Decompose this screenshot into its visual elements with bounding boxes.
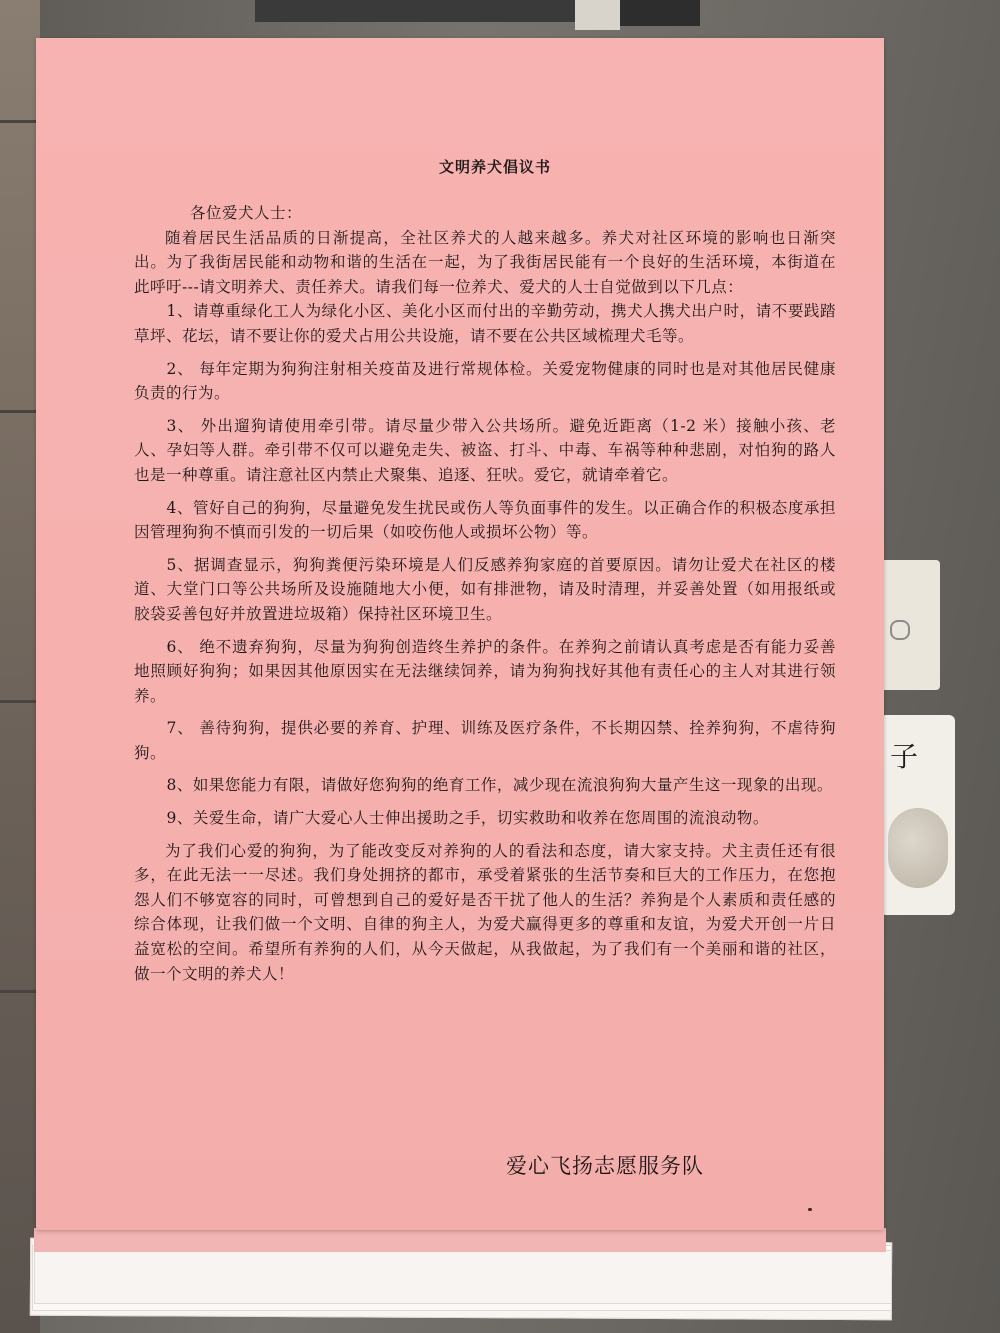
list-item: 5、据调查显示，狗狗粪便污染环境是人们反感养狗家庭的首要原因。请勿让爱犬在社区的楼道、大堂门口等公共场所及设施随地大小便，如有排泄物，请及时清理，并妥善处置（如用报纸或胶袋妥善包好并放置进垃圾箱）保持社区环境卫生。 <box>134 555 836 623</box>
closing-paragraph: 为了我们心爱的狗狗，为了能改变反对养狗的人的看法和态度，请大家支持。犬主责任还有很多，在此无法一一尽述。我们身处拥挤的都市，承受着紧张的生活节奏和巨大的工作压力，在您抱怨人们不够宽容的同时，可曾想到自己的爱好是否干扰了他人的生活？养狗是个人素质和责任感的综合体现，让我们做一个文明、自律的狗主人，为爱犬赢得更多的尊重和友谊，为爱犬开创一片日益宽松的空间。希望所有养狗的人们，从今天做起，从我做起，为了我们有一个美丽和谐的社区，做一个文明的养犬人！ <box>134 841 836 983</box>
floor-tiles <box>0 0 40 1333</box>
salutation: 各位爱犬人士： <box>190 204 303 222</box>
paper-stack-sheet <box>34 1228 886 1252</box>
list-item: 7、 善待狗狗，提供必要的养育、护理、训练及医疗条件，不长期囚禁、拴养狗狗，不虐待狗狗。 <box>134 719 836 762</box>
background-object <box>255 0 575 22</box>
paper-stack-sheet <box>34 1250 892 1304</box>
ink-speck <box>808 1208 812 1211</box>
list-item: 1、请尊重绿化工人为绿化小区、美化小区而付出的辛勤劳动，携犬人携犬出户时，请不要践踏草坪、花坛，请不要让你的爱犬占用公共设施，请不要在公共区域梳理犬毛等。 <box>134 302 836 345</box>
list-item: 6、 绝不遗弃狗狗，尽量为狗狗创造终生养护的条件。在养狗之前请认真考虑是否有能力妥善地照顾好狗狗；如果因其他原因实在无法继续饲养，请为狗狗找好其他有责任心的主人对其进行领养。 <box>134 637 836 705</box>
document-title: 文明养犬倡议书 <box>438 158 551 176</box>
list-item: 2、 每年定期为狗狗注射相关疫苗及进行常规体检。关爱宠物健康的同时也是对其他居民健康负责的行为。 <box>134 359 836 403</box>
background-object <box>575 0 620 30</box>
list-item: 8、如果您能力有限，请做好您狗狗的绝育工作，减少现在流浪狗狗大量产生这一现象的出现。 <box>166 776 833 795</box>
background-card-mark <box>890 620 910 640</box>
list-item: 3、 外出遛狗请使用牵引带。请尽量少带入公共场所。避免近距离（1-2 米）接触小孩、老人、孕妇等人群。牵引带不仅可以避免走失、被盗、打斗、中毒、车祸等种种悲剧，对怕狗的路人也是一种尊重。请注意社区内禁止犬聚集、追逐、狂吠。爱它，就请牵着它。 <box>134 416 836 484</box>
document-body <box>134 201 836 986</box>
list-item: 4、管好自己的狗狗，尽量避免发生扰民或伤人等负面事件的发生。以正确合作的积极态度承担因管理狗狗不慎而引发的一切后果（如咬伤他人或损坏公物）等。 <box>134 498 836 542</box>
background-coin <box>888 808 948 888</box>
document-page <box>36 38 884 1230</box>
background-card <box>880 560 940 690</box>
list-item: 9、关爱生命，请广大爱心人士伸出援助之手，切实救助和收养在您周围的流浪动物。 <box>166 809 769 828</box>
intro-paragraph: 随着居民生活品质的日渐提高，全社区养犬的人越来越多。养犬对社区环境的影响也日渐突出。为了我街居民能和动物和谐的生活在一起，为了我街居民能有一个良好的生活环境，本街道在此呼吁---请文明养犬、责任养犬。请我们每一位养犬、爱犬的人士自觉做到以下几点： <box>134 228 836 296</box>
background-card-text: 子 <box>890 740 919 773</box>
background-object <box>620 0 700 26</box>
signature: 爱心飞扬志愿服务队 <box>506 1154 704 1178</box>
